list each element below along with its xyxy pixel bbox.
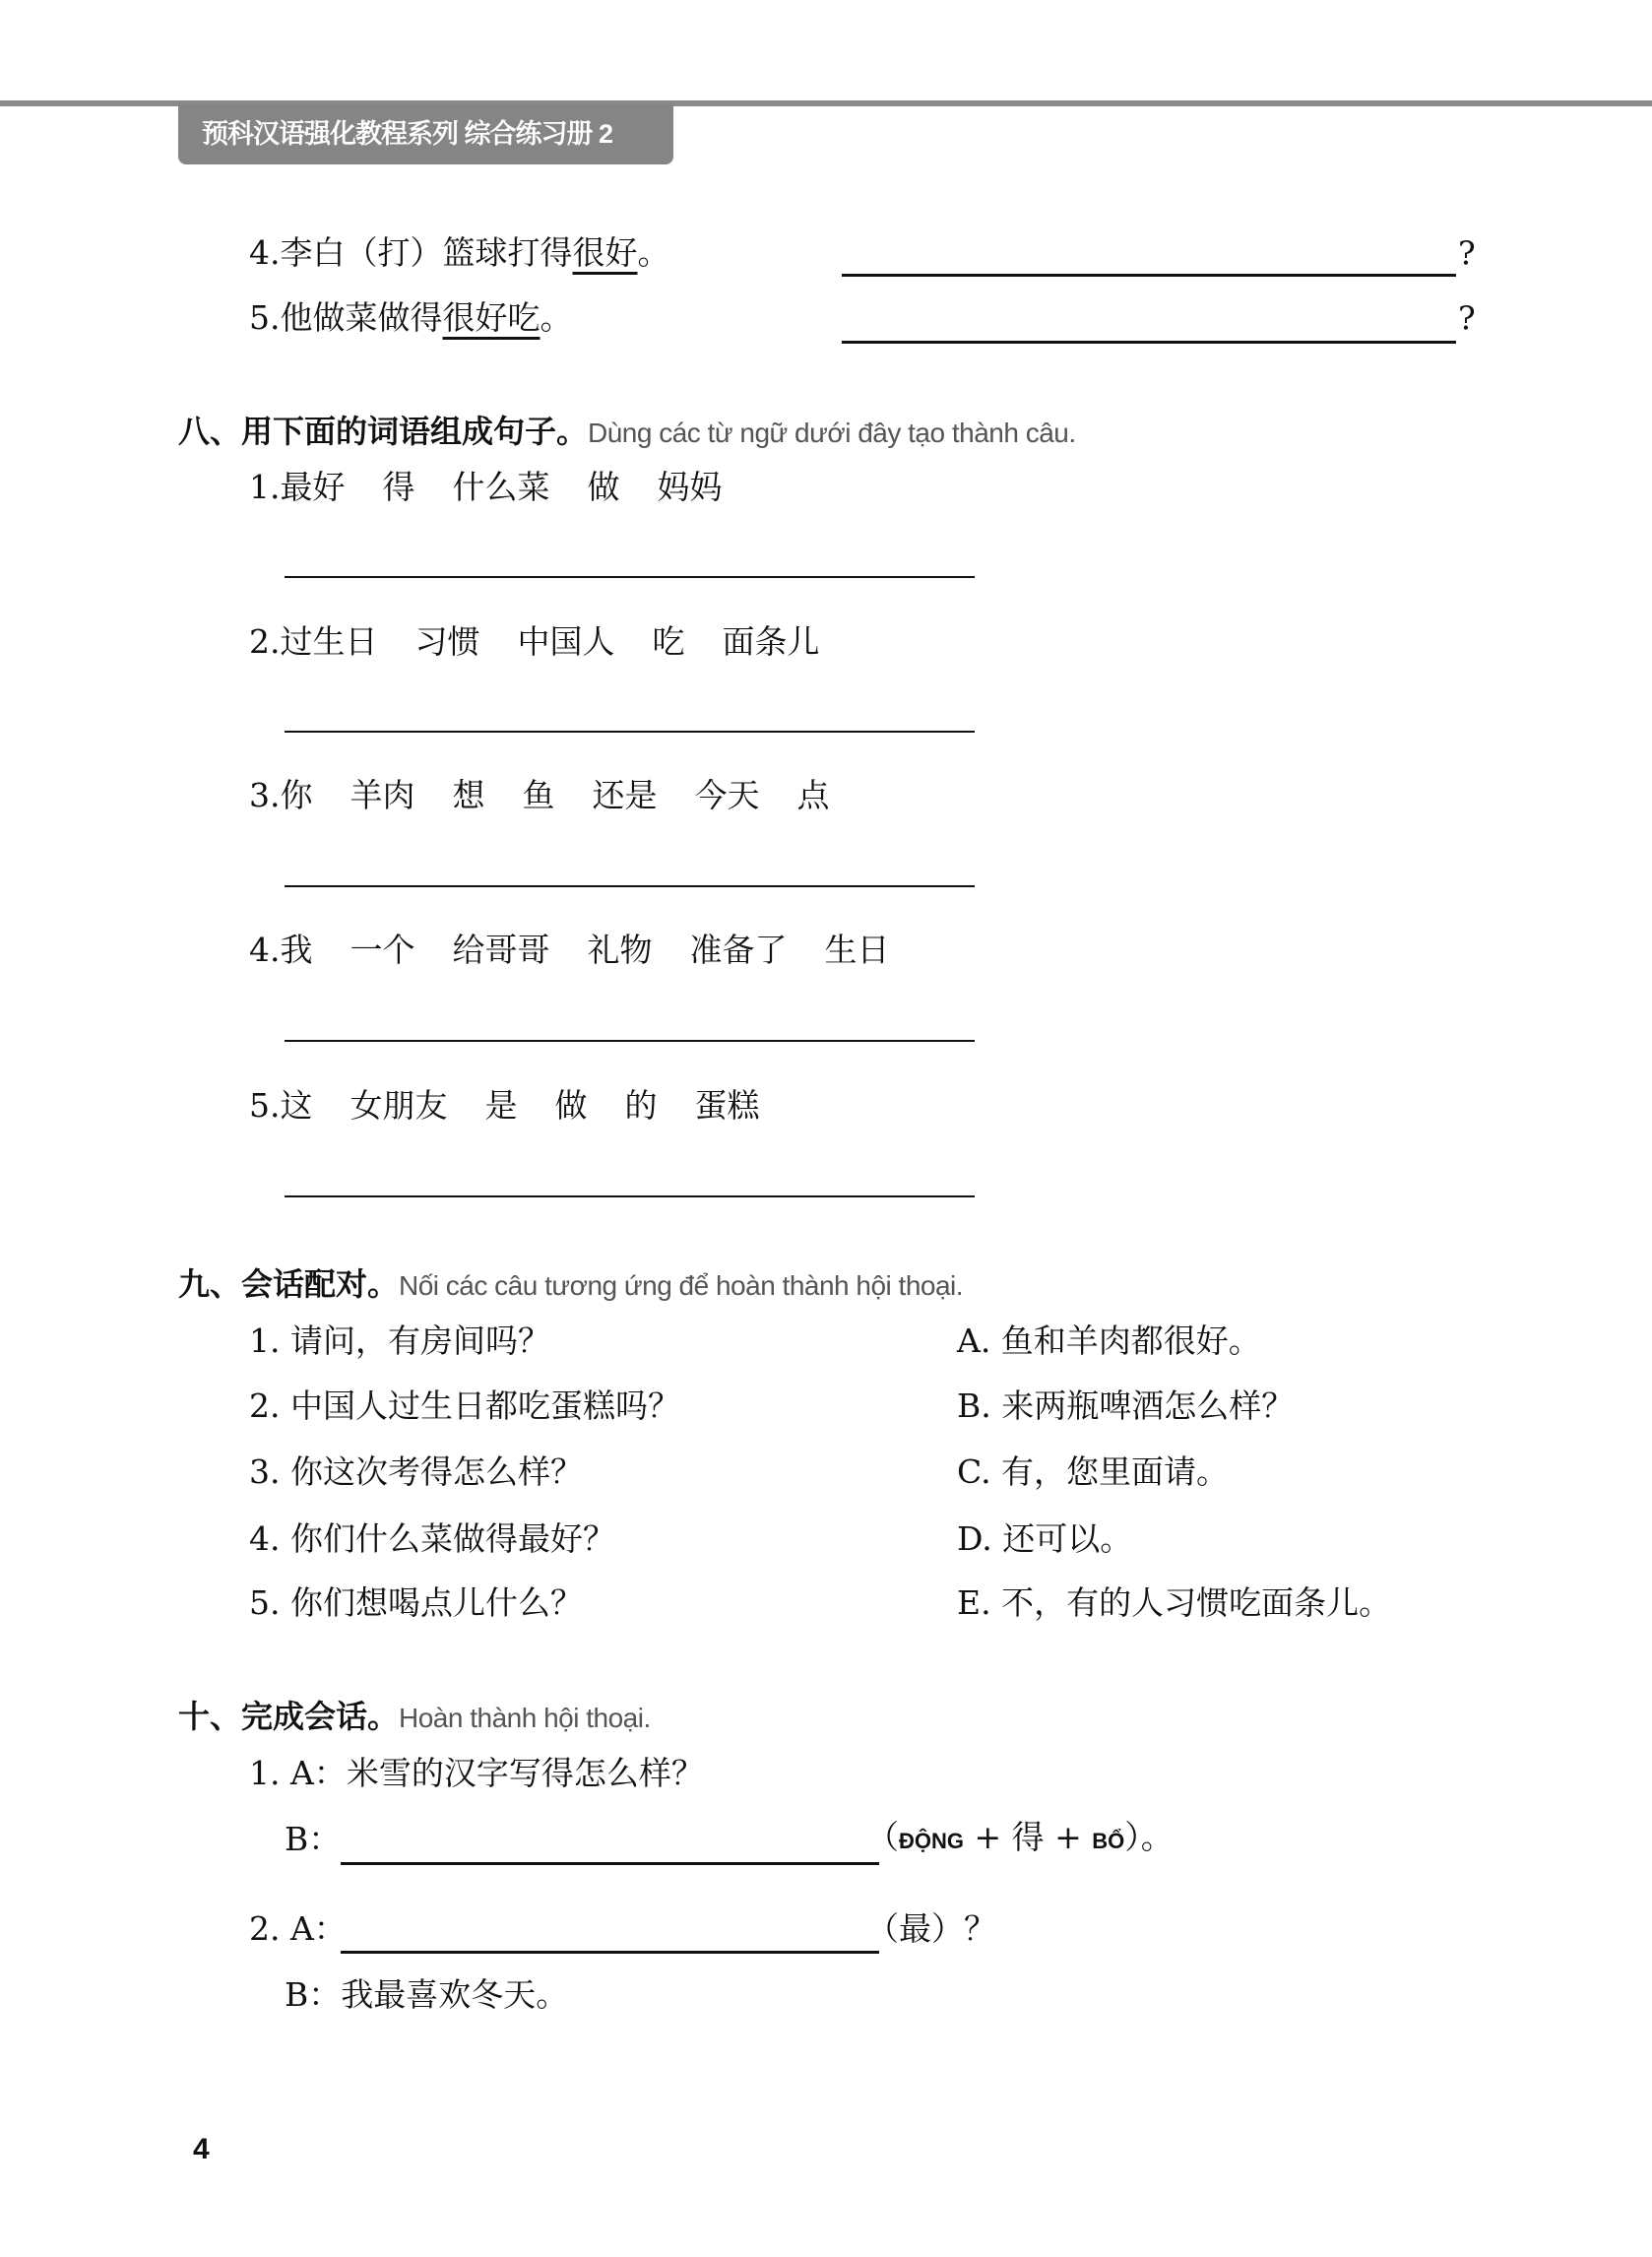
item-number: 4. (249, 233, 281, 272)
word-token: 过生日 (280, 622, 378, 661)
word-token: 妈妈 (657, 468, 723, 506)
word-group-item (249, 1086, 760, 1126)
word-token: 今天 (694, 776, 760, 814)
word-token: 还是 (592, 776, 658, 814)
item-text: 他做菜做得 (280, 298, 443, 337)
page-number: 4 (193, 2133, 210, 2165)
word-token: 得 (382, 468, 415, 506)
dialogue-text: 我最喜欢冬天。 (341, 1975, 569, 2014)
section-subtitle: Nối các câu tương ứng để hoàn thành hội thoại. (399, 1270, 964, 1301)
word-token: 这 (280, 1086, 313, 1125)
word-token: 礼物 (587, 931, 653, 969)
word-token: 一个 (349, 931, 415, 969)
answer-line[interactable] (285, 731, 975, 733)
section-title: 九、会话配对。 (178, 1266, 400, 1302)
section-title: 八、用下面的词语组成句子。 (178, 414, 589, 449)
word-token: 吃 (652, 622, 685, 661)
answer-line[interactable] (341, 1862, 879, 1865)
word-token: 给哥哥 (452, 931, 550, 969)
word-token: 你 (280, 776, 313, 814)
word-token: 点 (796, 776, 830, 814)
item-punct: 。 (540, 298, 573, 337)
word-token: 是 (484, 1086, 518, 1125)
answer-line[interactable] (842, 341, 1456, 344)
word-token: 的 (624, 1086, 658, 1125)
answer-line[interactable] (285, 1195, 975, 1197)
word-token: 习惯 (414, 622, 480, 661)
word-token: 中国人 (517, 622, 615, 661)
question-mark: ? (1458, 298, 1476, 338)
section-9-heading (178, 1259, 963, 1305)
word-group-item (249, 776, 830, 815)
word-token: 面条儿 (722, 622, 820, 661)
word-group-item (249, 931, 890, 970)
section-10-heading (178, 1692, 651, 1737)
word-token: 做 (554, 1086, 588, 1125)
dialogue-1-hint (866, 1818, 1174, 1861)
book-title-tab: 预科汉语强化教程系列 综合练习册 2 (178, 104, 673, 164)
word-token: 做 (587, 468, 620, 506)
hint-text: + 得 + (964, 1818, 1093, 1856)
question-item: 2. 中国人过生日都吃蛋糕吗？ (249, 1386, 680, 1425)
question-mark: ? (1458, 233, 1476, 273)
question-item: 1. 请问，有房间吗？ (249, 1322, 550, 1360)
hint-paren: （ (866, 1818, 899, 1856)
answer-option: B. 来两瓶啤酒怎么样？ (957, 1386, 1295, 1425)
dialogue-2-a-label: 2. A： (249, 1909, 347, 1948)
section-subtitle: Dùng các từ ngữ dưới đây tạo thành câu. (588, 418, 1076, 448)
hint-paren: ）。 (1124, 1818, 1174, 1856)
question-item: 5. 你们想喝点儿什么？ (249, 1583, 583, 1622)
dialogue-2-hint: （最）？ (866, 1909, 996, 1948)
item-number: 5. (249, 1086, 281, 1125)
word-group-item (249, 622, 820, 662)
word-token: 羊肉 (349, 776, 415, 814)
word-token: 想 (452, 776, 485, 814)
answer-option: E. 不，有的人习惯吃面条儿。 (957, 1583, 1392, 1622)
answer-line[interactable] (285, 1040, 975, 1042)
answer-line[interactable] (285, 885, 975, 887)
item-number: 2. (249, 622, 281, 661)
dialogue-text: 米雪的汉字写得怎么样？ (346, 1754, 704, 1792)
section-title: 十、完成会话。 (178, 1699, 400, 1734)
word-token: 我 (280, 931, 313, 969)
hint-word: BỔ (1092, 1829, 1125, 1853)
question-item: 3. 你这次考得怎么样？ (249, 1452, 583, 1491)
answer-line[interactable] (285, 576, 975, 578)
word-token: 鱼 (522, 776, 555, 814)
answer-line[interactable] (341, 1951, 879, 1954)
word-token: 生日 (824, 931, 890, 969)
question-item-4 (249, 233, 670, 273)
answer-line[interactable] (842, 274, 1456, 277)
word-token: 女朋友 (349, 1086, 448, 1125)
item-number: 5. (249, 298, 281, 337)
word-token: 蛋糕 (694, 1086, 760, 1125)
underlined-text: 很好 (572, 233, 638, 272)
speaker-label: B： (285, 1975, 342, 2014)
item-number: 4. (249, 931, 281, 969)
underlined-text: 很好吃 (442, 298, 540, 337)
question-item: 4. 你们什么菜做得最好？ (249, 1519, 615, 1558)
item-number: 1. (249, 468, 281, 506)
hint-word: ĐỘNG (899, 1829, 964, 1853)
dialogue-1-b-label: B： (285, 1820, 342, 1858)
section-8-heading (178, 407, 1076, 452)
section-subtitle: Hoàn thành hội thoại. (399, 1703, 651, 1733)
answer-option: A. 鱼和羊肉都很好。 (957, 1322, 1261, 1360)
dialogue-2-b (285, 1975, 568, 2015)
word-token: 准备了 (689, 931, 788, 969)
question-item-5 (249, 298, 573, 338)
answer-option: C. 有，您里面请。 (957, 1452, 1230, 1491)
item-number: 3. (249, 776, 281, 814)
word-group-item (249, 468, 723, 507)
word-token: 什么菜 (452, 468, 550, 506)
speaker-label: 1. A： (249, 1754, 347, 1792)
item-text: 李白（打）篮球打得 (280, 233, 573, 272)
item-punct: 。 (637, 233, 670, 272)
answer-option: D. 还可以。 (957, 1519, 1133, 1558)
dialogue-1-a (249, 1754, 704, 1793)
word-token: 最好 (280, 468, 346, 506)
